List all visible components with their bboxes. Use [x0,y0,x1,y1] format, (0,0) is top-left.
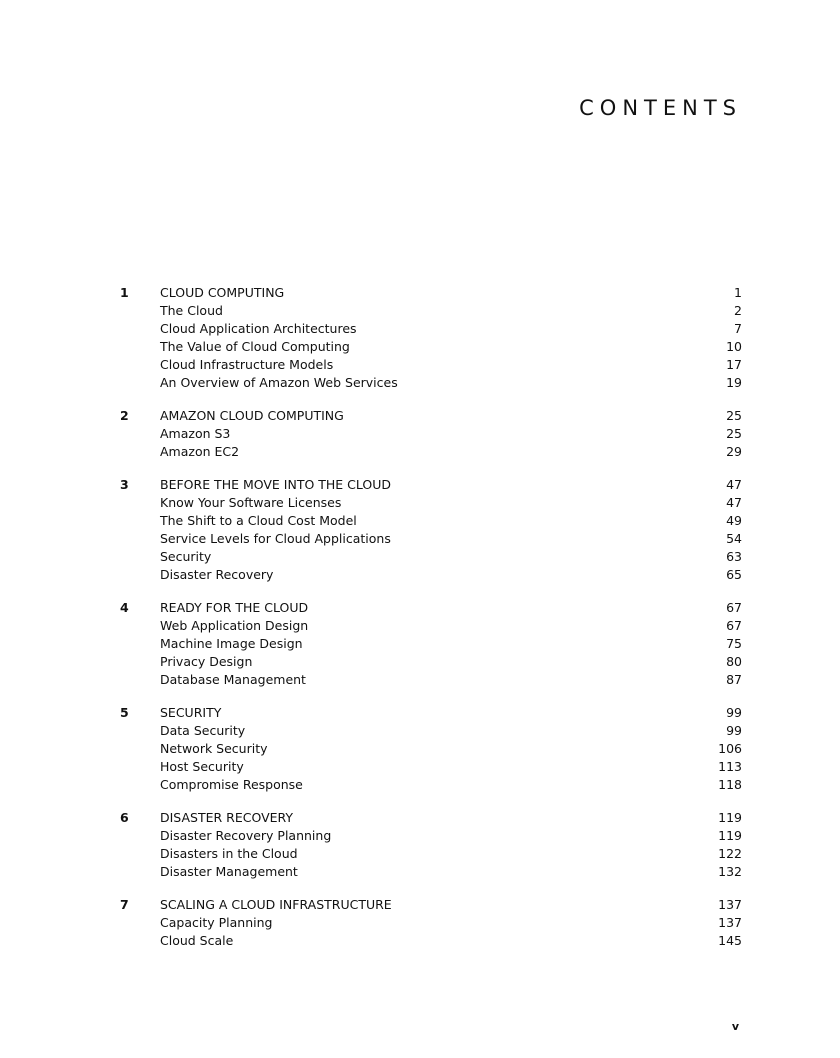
chapter-number: 1 [120,285,129,300]
section-row [120,443,742,461]
chapter-page-number: 137 [718,897,742,912]
chapter-number: 2 [120,408,129,423]
chapter-7 [120,896,742,950]
chapter-page-number: 119 [718,810,742,825]
section-page-number: 132 [718,864,742,879]
section-row [120,722,742,740]
table-of-contents [120,284,742,965]
section-row [120,548,742,566]
section-title: Amazon EC2 [160,444,240,459]
section-row [120,374,742,392]
chapter-5 [120,704,742,794]
chapter-4 [120,599,742,689]
section-row [120,617,742,635]
section-page-number: 17 [726,357,742,372]
section-title: The Cloud [160,303,223,318]
chapter-title: DISASTER RECOVERY [160,810,294,825]
section-page-number: 80 [726,654,742,669]
chapter-row [120,407,742,425]
section-row [120,776,742,794]
section-page-number: 113 [718,759,742,774]
section-page-number: 119 [718,828,742,843]
page-folio: v [731,1020,739,1033]
section-title: Cloud Scale [160,933,234,948]
chapter-page-number: 67 [726,600,742,615]
section-page-number: 137 [718,915,742,930]
section-page-number: 122 [718,846,742,861]
chapter-page-number: 99 [726,705,742,720]
section-page-number: 10 [726,339,742,354]
section-row [120,845,742,863]
section-page-number: 25 [726,426,742,441]
section-page-number: 29 [726,444,742,459]
section-page-number: 47 [726,495,742,510]
chapter-title: BEFORE THE MOVE INTO THE CLOUD [160,477,392,492]
chapter-1 [120,284,742,392]
section-page-number: 145 [718,933,742,948]
section-title: Service Levels for Cloud Applications [160,531,391,546]
section-row [120,302,742,320]
section-title: Compromise Response [160,777,303,792]
section-row [120,494,742,512]
section-row [120,653,742,671]
section-title: Host Security [160,759,244,774]
section-title: Cloud Infrastructure Models [160,357,334,372]
section-page-number: 54 [726,531,742,546]
section-row [120,530,742,548]
chapter-page-number: 47 [726,477,742,492]
section-page-number: 19 [726,375,742,390]
section-page-number: 106 [718,741,742,756]
section-row [120,425,742,443]
chapter-title: SCALING A CLOUD INFRASTRUCTURE [160,897,392,912]
chapter-6 [120,809,742,881]
chapter-number: 6 [120,810,129,825]
section-title: Security [160,549,212,564]
chapter-row [120,284,742,302]
chapter-number: 4 [120,600,129,615]
chapter-row [120,599,742,617]
section-title: Privacy Design [160,654,253,669]
section-row [120,758,742,776]
section-page-number: 75 [726,636,742,651]
chapter-title: READY FOR THE CLOUD [160,600,309,615]
section-page-number: 67 [726,618,742,633]
section-title: Disasters in the Cloud [160,846,298,861]
section-row [120,566,742,584]
chapter-number: 7 [120,897,129,912]
section-title: Disaster Recovery Planning [160,828,332,843]
section-title: Capacity Planning [160,915,273,930]
section-row [120,320,742,338]
section-page-number: 65 [726,567,742,582]
chapter-3 [120,476,742,584]
section-title: The Value of Cloud Computing [160,339,350,354]
section-row [120,863,742,881]
section-row [120,914,742,932]
section-title: The Shift to a Cloud Cost Model [160,513,357,528]
section-title: Amazon S3 [160,426,231,441]
section-row [120,356,742,374]
section-row [120,512,742,530]
chapter-number: 5 [120,705,129,720]
chapter-row [120,476,742,494]
chapter-2 [120,407,742,461]
chapter-title: CLOUD COMPUTING [160,285,285,300]
section-title: Database Management [160,672,306,687]
page-title: CONTENTS [579,96,742,120]
section-title: Disaster Management [160,864,298,879]
section-row [120,932,742,950]
section-page-number: 49 [726,513,742,528]
section-title: Network Security [160,741,268,756]
section-row [120,338,742,356]
chapter-row [120,809,742,827]
section-page-number: 7 [734,321,742,336]
chapter-row [120,896,742,914]
chapter-number: 3 [120,477,129,492]
section-title: Machine Image Design [160,636,303,651]
section-row [120,827,742,845]
section-title: Cloud Application Architectures [160,321,357,336]
chapter-row [120,704,742,722]
section-page-number: 63 [726,549,742,564]
chapter-title: AMAZON CLOUD COMPUTING [160,408,344,423]
section-page-number: 2 [734,303,742,318]
chapter-page-number: 1 [734,285,742,300]
section-page-number: 99 [726,723,742,738]
section-title: An Overview of Amazon Web Services [160,375,398,390]
chapter-title: SECURITY [160,705,222,720]
section-title: Web Application Design [160,618,309,633]
section-title: Data Security [160,723,246,738]
chapter-page-number: 25 [726,408,742,423]
section-row [120,671,742,689]
section-title: Know Your Software Licenses [160,495,342,510]
section-page-number: 87 [726,672,742,687]
section-row [120,740,742,758]
section-title: Disaster Recovery [160,567,274,582]
section-row [120,635,742,653]
section-page-number: 118 [718,777,742,792]
